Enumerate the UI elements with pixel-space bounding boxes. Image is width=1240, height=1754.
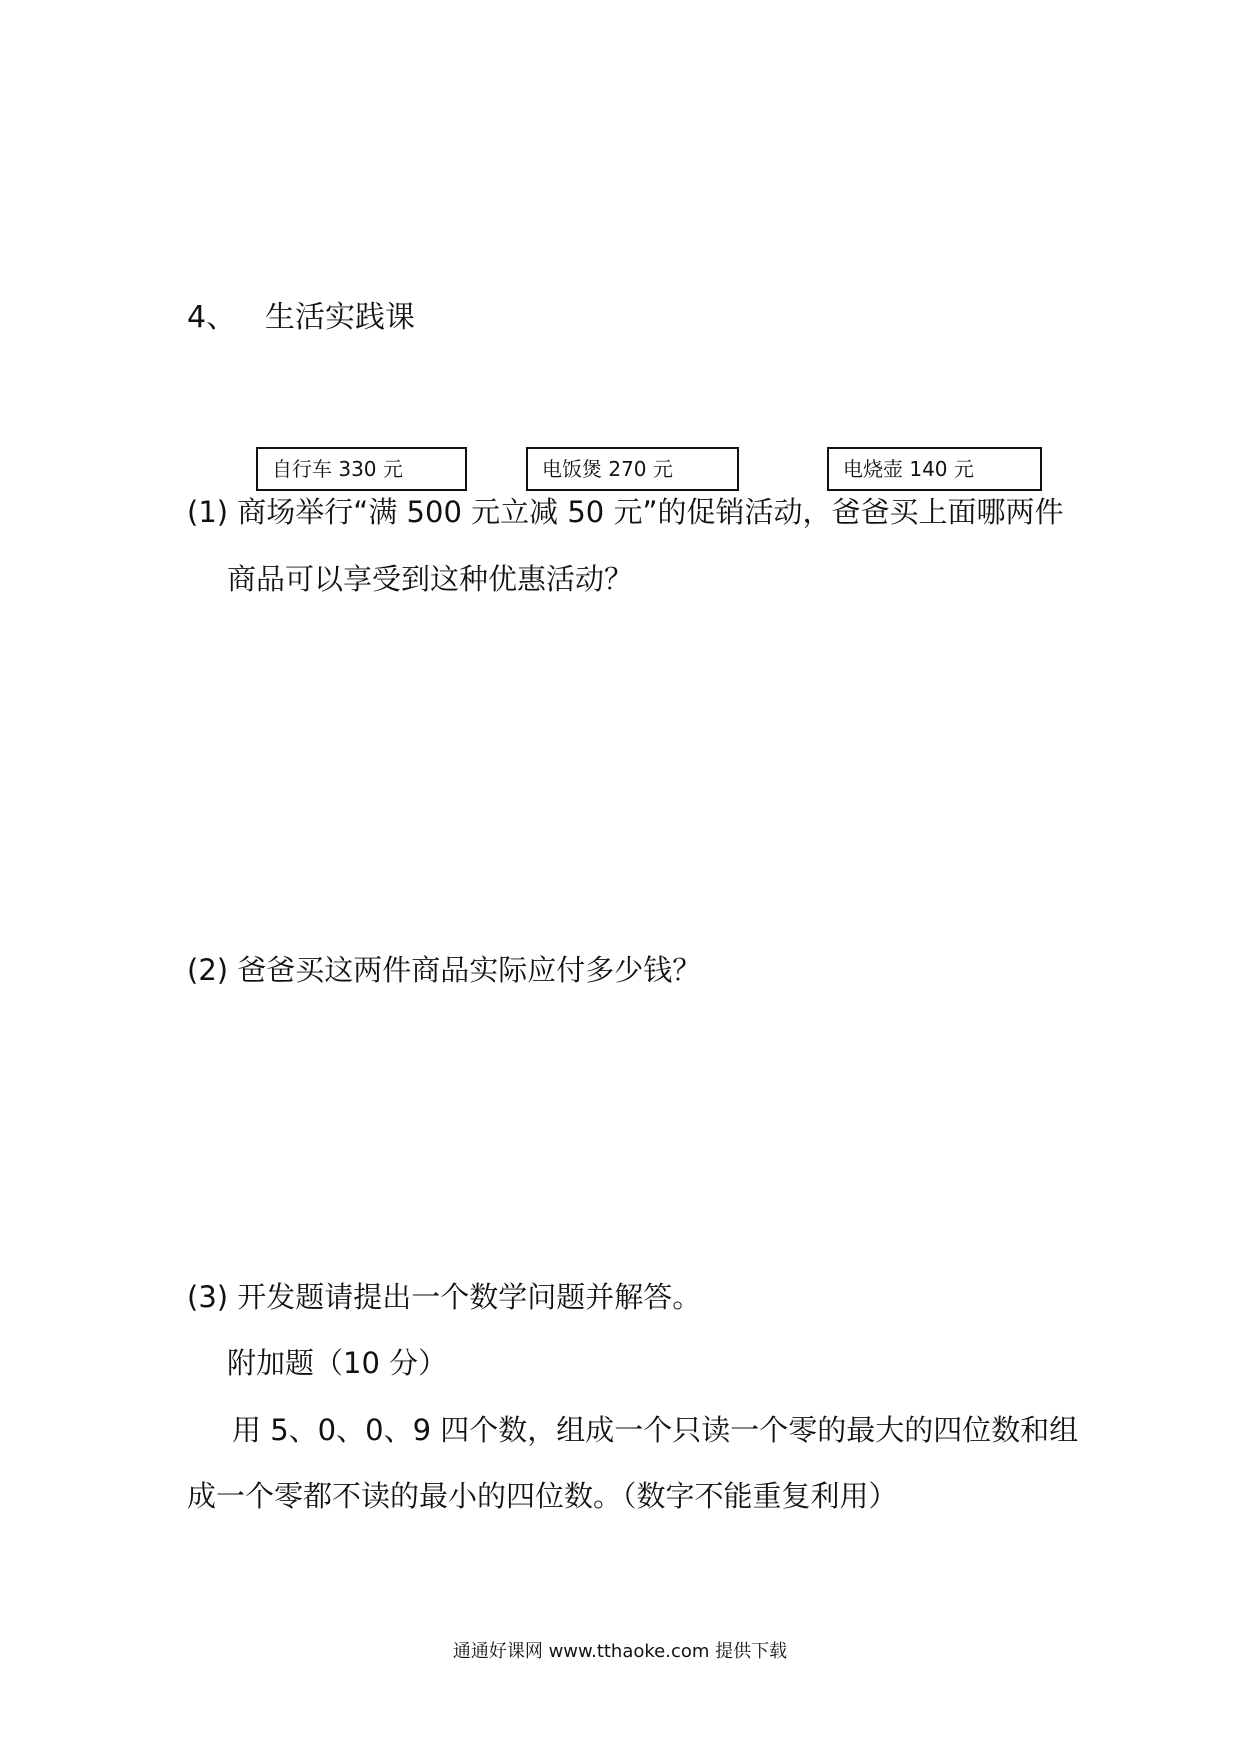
- bonus-line-1: 用 5、0、0、9 四个数，组成一个只读一个零的最大的四位数和组: [232, 1413, 1079, 1447]
- product-label: 电烧壶 140 元: [843, 457, 974, 481]
- question-1-line-2: 商品可以享受到这种优惠活动？: [227, 562, 634, 596]
- bonus-line-2: 成一个零都不读的最小的四位数。（数字不能重复利用）: [187, 1479, 898, 1513]
- section-title: 生活实践课: [265, 300, 415, 335]
- section-heading: [187, 292, 415, 336]
- bonus-title: 附加题（10 分）: [227, 1346, 448, 1380]
- product-box-bicycle: [256, 447, 467, 491]
- question-2: (2) 爸爸买这两件商品实际应付多少钱？: [187, 953, 702, 987]
- product-label: 电饭煲 270 元: [542, 457, 673, 481]
- product-box-kettle: [827, 447, 1042, 491]
- product-label: 自行车 330 元: [272, 457, 403, 481]
- product-box-rice-cooker: [526, 447, 739, 491]
- section-number: 4、: [187, 300, 237, 335]
- question-3: (3) 开发题请提出一个数学问题并解答。: [187, 1280, 702, 1314]
- question-1-line-1: (1) 商场举行“满 500 元立减 50 元”的促销活动，爸爸买上面哪两件: [187, 495, 1064, 529]
- footer-source: 通通好课网 www.tthaoke.com 提供下载: [452, 1641, 788, 1662]
